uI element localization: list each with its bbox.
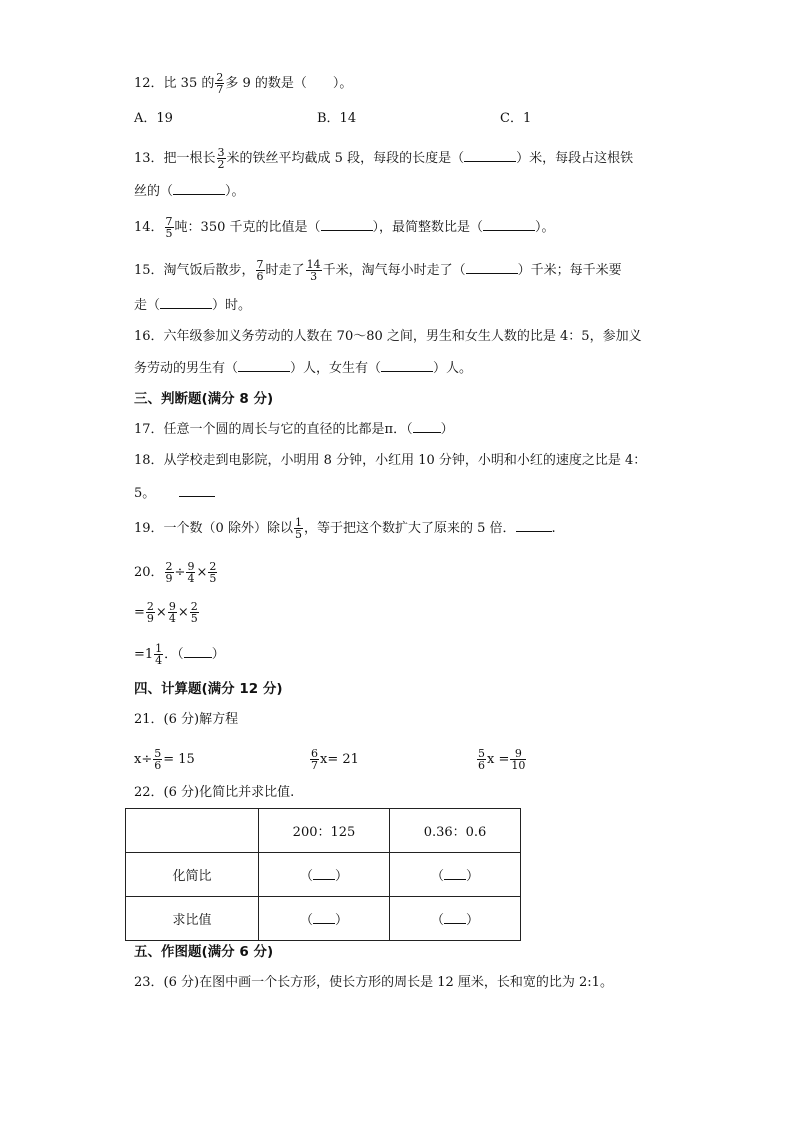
question-23: 23．(6 分)在图中画一个长方形，使长方形的周长是 12 厘米，长和宽的比为 2:1。 xyxy=(134,975,613,990)
q12-text: 12．比 35 的 xyxy=(134,76,215,91)
answer-blank[interactable] xyxy=(444,867,466,880)
fraction: $\frac{9}{4}$ xyxy=(187,560,195,585)
row-label: 化简比 xyxy=(126,853,259,897)
question-21-title: 21．(6 分)解方程 xyxy=(134,712,239,727)
question-14: 14． $\frac{7}{5}$ 吨：350 千克的比值是（ ），最简整数比是（ ）。 xyxy=(134,215,555,240)
answer-blank[interactable] xyxy=(313,911,335,924)
fraction: $\frac{9}{4}$ xyxy=(168,600,176,625)
q12-option-b: B．14 xyxy=(317,111,357,126)
question-22-title: 22．(6 分)化简比并求比值. xyxy=(134,785,295,800)
answer-blank[interactable] xyxy=(413,420,441,433)
section-5-heading: 五、作图题(满分 6 分) xyxy=(134,944,274,960)
table-header-cell: 200：125 xyxy=(259,809,390,853)
equation-1: x÷ $\frac{5}{6}$ = 15 xyxy=(134,747,195,772)
table-cell: （ ） xyxy=(390,853,521,897)
table-row xyxy=(126,897,521,941)
fraction: $\frac{2}{9}$ xyxy=(165,560,173,585)
fraction: $\frac{2}{5}$ xyxy=(190,600,198,625)
table-cell: （ ） xyxy=(390,897,521,941)
q12-option-c: C．1 xyxy=(500,111,532,126)
q15-fraction-distance: $\frac{14}{3}$ xyxy=(306,258,321,283)
answer-blank[interactable] xyxy=(466,261,518,274)
question-16-line2: 务劳动的男生有（ ）人，女生有（ ）人。 xyxy=(134,361,473,376)
answer-blank[interactable] xyxy=(313,867,335,880)
question-17: 17．任意一个圆的周长与它的直径的比都是π．（ ） xyxy=(134,422,454,437)
answer-blank[interactable] xyxy=(321,218,373,231)
table-cell: （ ） xyxy=(259,897,390,941)
section-4-heading: 四、计算题(满分 12 分) xyxy=(134,681,283,697)
row-label: 求比值 xyxy=(126,897,259,941)
answer-blank[interactable] xyxy=(444,911,466,924)
q15-fraction-time: $\frac{7}{6}$ xyxy=(256,258,264,283)
answer-blank[interactable] xyxy=(464,149,516,162)
q14-fraction: $\frac{7}{5}$ xyxy=(165,215,173,240)
fraction: $\frac{5}{6}$ xyxy=(154,747,162,772)
question-20-line3: =1 $\frac{1}{4}$ ．（ ） xyxy=(134,642,225,667)
answer-blank[interactable] xyxy=(483,218,535,231)
question-20-line1: 20． $\frac{2}{9}$ ÷ $\frac{9}{4}$ × $\frac{2}{5}$ xyxy=(134,560,217,585)
answer-blank[interactable] xyxy=(179,484,215,497)
section-3-heading: 三、判断题(满分 8 分) xyxy=(134,391,274,407)
answer-blank[interactable] xyxy=(184,645,212,658)
q12-option-a: A．19 xyxy=(134,111,173,126)
question-18-line2: 5。 xyxy=(134,484,215,503)
table-header-cell xyxy=(126,809,259,853)
fraction: $\frac{6}{7}$ xyxy=(311,747,318,772)
answer-blank[interactable] xyxy=(238,359,290,372)
ratio-table xyxy=(125,808,521,941)
equation-2: $\frac{6}{7}$ x= 21 xyxy=(311,747,359,772)
table-header-cell: 0.36：0.6 xyxy=(390,809,521,853)
question-13-line2: 丝的（ ）。 xyxy=(134,184,245,199)
q12-tail: 多 9 的数是（ ）。 xyxy=(225,76,353,91)
question-18: 18．从学校走到电影院，小明用 8 分钟，小红用 10 分钟，小明和小红的速度之比是 4： xyxy=(134,453,647,468)
answer-blank[interactable] xyxy=(173,182,225,195)
question-15-line2: 走（ ）时。 xyxy=(134,298,252,313)
fraction: $\frac{9}{10}$ xyxy=(511,747,526,772)
q19-fraction: $\frac{1}{5}$ xyxy=(294,516,302,541)
question-19: 19．一个数（0 除外）除以 $\frac{1}{5}$ ，等于把这个数扩大了原来的 5 倍． . xyxy=(134,516,556,541)
equation-3: $\frac{5}{6}$ x = $\frac{9}{10}$ xyxy=(478,747,526,772)
answer-blank[interactable] xyxy=(381,359,433,372)
question-15: 15．淘气饭后散步， $\frac{7}{6}$ 时走了 $\frac{14}{3}$ 千米，淘气每小时走了（ ）千米；每千米要 xyxy=(134,258,622,283)
table-header-row xyxy=(126,809,521,853)
answer-blank[interactable] xyxy=(516,519,552,532)
question-12 xyxy=(134,72,352,95)
question-20-line2: = $\frac{2}{9}$ × $\frac{9}{4}$ × $\frac{2}{5}$ xyxy=(134,600,198,625)
table-row xyxy=(126,853,521,897)
fraction: $\frac{2}{9}$ xyxy=(146,600,154,625)
answer-blank[interactable] xyxy=(160,296,212,309)
q13-fraction: $\frac{3}{2}$ xyxy=(217,146,225,171)
question-13: 13．把一根长 $\frac{3}{2}$ 米的铁丝平均截成 5 段，每段的长度是（ ）米，每段占这根铁 xyxy=(134,146,634,171)
table-cell: （ ） xyxy=(259,853,390,897)
question-16: 16．六年级参加义务劳动的人数在 70～80 之间，男生和女生人数的比是 4：5，参加义 xyxy=(134,329,642,344)
q12-fraction: $\frac{2}{7}$ xyxy=(216,71,224,96)
fraction: $\frac{5}{6}$ xyxy=(478,747,485,772)
fraction: $\frac{2}{5}$ xyxy=(209,560,217,585)
fraction: $\frac{1}{4}$ xyxy=(155,642,163,667)
